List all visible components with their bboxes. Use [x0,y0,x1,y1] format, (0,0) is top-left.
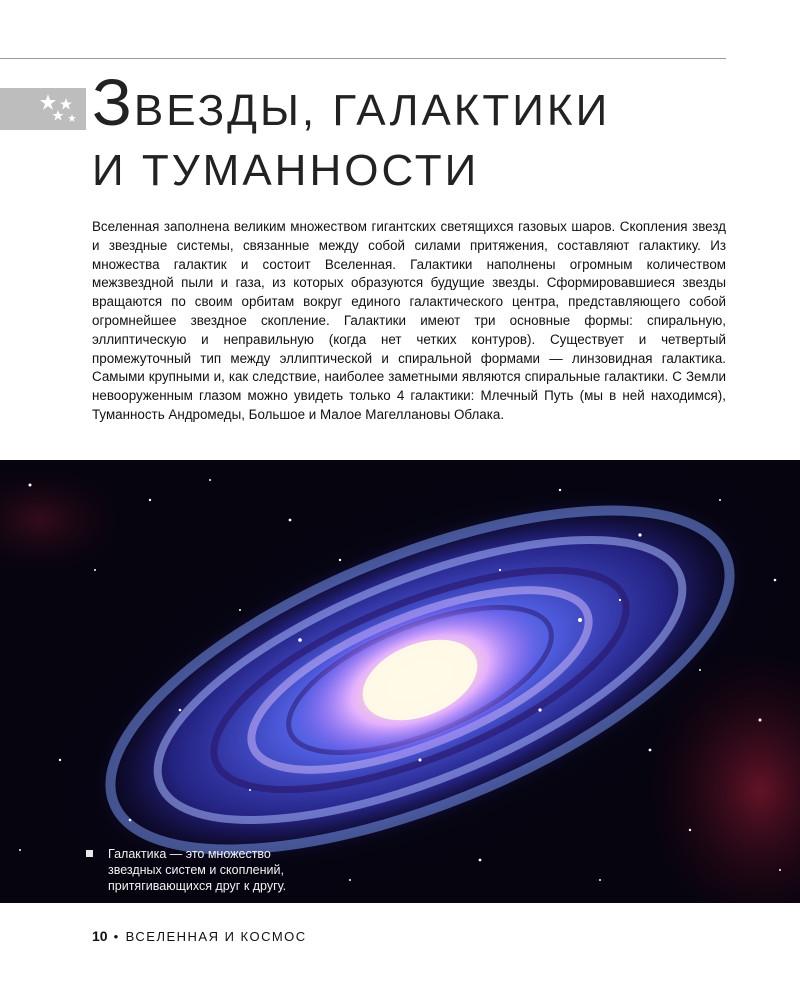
title-line-1-rest: ВЕЗДЫ, ГАЛАКТИКИ [133,86,611,135]
page-number: 10 [92,928,108,944]
galaxy-image [0,460,800,903]
top-rule [0,58,726,59]
footer-separator: • [113,929,120,944]
body-paragraph: Вселенная заполнена великим множеством гигантских светящихся газовых шаров. Скопления звезд и звездные системы, связанные между собой силами притяжения, составляют галактику. Из множества галактик и состоит Вселенная. Галактики наполнены огромным количеством межзвездной пыли и газа, из которых образуются будущие звезды. Сформировавшиеся звезды вращаются по своим орбитам вокруг единого галактического центра, представляющего собой огромнейшее звездное скопление. Галактики имеют три основные формы: спиральную, эллиптическую и неправильную (когда нет четких контуров). Существует и четвертый промежуточный тип между эллиптической и спиральной формами — линзовидная галактика. Самыми крупными и, как следствие, наиболее заметными являются спиральные галактики. С Земли невооруженным глазом можно увидеть только 4 галактики: Млечный Путь (мы в ней находимся), Туманность Андромеды, Большое и Малое Магеллановы Облака. [92,219,726,422]
page-title [92,65,782,201]
square-bullet-icon [86,850,93,857]
galaxy-photo [0,460,800,903]
book-title: ВСЕЛЕННАЯ И КОСМОС [125,929,307,944]
page-footer [92,928,307,944]
stars-icon [38,92,82,128]
caption-text: Галактика — это множество звездных систем и скоплений, притягивающихся друг к другу. [108,847,287,893]
title-band [0,88,86,130]
title-line-1 [92,65,782,141]
title-line-2: И ТУМАННОСТИ [92,146,480,195]
photo-caption [96,846,326,894]
title-initial: З [92,65,134,139]
